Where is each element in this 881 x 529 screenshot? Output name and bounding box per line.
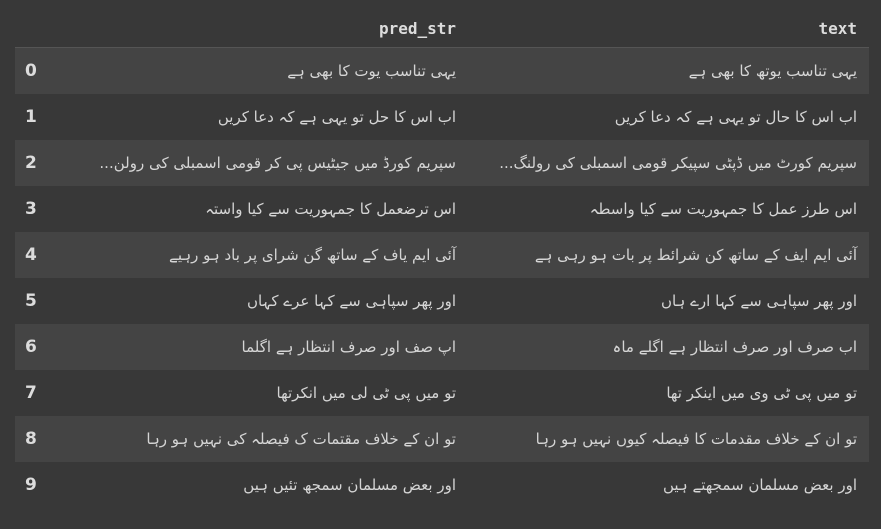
pred-str-value: اور بعض مسلمان سمجھ تئیں ہیں	[243, 476, 456, 494]
row-index: 3	[15, 186, 48, 232]
text-value: تو ان کے خلاف مقدمات کا فیصلہ کیوں نہیں ہو رہا	[535, 430, 857, 448]
pred-str-value: اپ صف اور صرف انتظار ہے اگلما	[241, 338, 456, 356]
pred-str-cell	[48, 416, 468, 462]
text-value: اور بعض مسلمان سمجھتے ہیں	[662, 476, 857, 494]
table-row	[15, 324, 869, 370]
pred-str-value: اس ترضعمل کا جمہوریت سے کیا واستہ	[205, 200, 456, 218]
text-header: text	[468, 10, 869, 48]
pred-str-value: اب اس کا حل تو یہی ہے کہ دعا کریں	[217, 108, 456, 126]
text-cell	[468, 416, 869, 462]
pred-str-cell	[48, 370, 468, 416]
table-body	[15, 48, 869, 509]
pred-str-cell	[48, 48, 468, 95]
pred-str-cell	[48, 324, 468, 370]
table-row	[15, 462, 869, 508]
text-cell	[468, 462, 869, 508]
table-row	[15, 278, 869, 324]
pred-str-value: یہی تناسب یوت کا بھی ہے	[287, 62, 456, 80]
table-row	[15, 416, 869, 462]
index-header	[15, 10, 48, 48]
pred-str-value: سپریم کورڈ میں جیٹیس پی کر قومی اسمبلی کی رولن...	[99, 154, 456, 172]
header-row	[15, 10, 869, 48]
table-row	[15, 370, 869, 416]
text-cell	[468, 278, 869, 324]
text-value: اب صرف اور صرف انتظار ہے اگلے ماہ	[612, 338, 857, 356]
table-row	[15, 48, 869, 95]
text-value: آئی ایم ایف کے ساتھ کن شرائط پر بات ہو رہی ہے	[534, 246, 857, 264]
text-cell	[468, 324, 869, 370]
row-index: 1	[15, 94, 48, 140]
text-value: تو میں پی ٹی وی میں اینکر تھا	[666, 384, 857, 402]
text-value: یہی تناسب یوتھ کا بھی ہے	[688, 62, 857, 80]
text-cell	[468, 232, 869, 278]
text-value: اس طرز عمل کا جمہوریت سے کیا واسطہ	[589, 200, 857, 218]
pred-str-cell	[48, 462, 468, 508]
text-value: سپریم کورٹ میں ڈپٹی سپیکر قومی اسمبلی کی رولنگ...	[499, 154, 857, 172]
row-index: 0	[15, 48, 48, 95]
pred-str-cell	[48, 94, 468, 140]
pred-str-cell	[48, 232, 468, 278]
table-row	[15, 94, 869, 140]
text-cell	[468, 94, 869, 140]
pred-str-value: آئی ایم یاف کے ساتھ گن شرای پر باد ہو رہیے	[169, 246, 456, 264]
row-index: 9	[15, 462, 48, 508]
row-index: 5	[15, 278, 48, 324]
text-value: اب اس کا حال تو یہی ہے کہ دعا کریں	[614, 108, 857, 126]
pred-str-cell	[48, 278, 468, 324]
table-row	[15, 140, 869, 186]
row-index: 8	[15, 416, 48, 462]
text-cell	[468, 140, 869, 186]
row-index: 2	[15, 140, 48, 186]
row-index: 7	[15, 370, 48, 416]
pred-str-value: تو میں پی ٹی لی میں انکرتھا	[276, 384, 456, 402]
pred-str-cell	[48, 140, 468, 186]
table-row	[15, 186, 869, 232]
text-cell	[468, 370, 869, 416]
pred-str-header: pred_str	[48, 10, 468, 48]
pred-str-value: اور پھر سپاہی سے کہا عرے کہاں	[247, 292, 456, 310]
pred-str-cell	[48, 186, 468, 232]
text-cell	[468, 186, 869, 232]
row-index: 4	[15, 232, 48, 278]
dataframe-table	[15, 10, 869, 508]
text-cell	[468, 48, 869, 95]
row-index: 6	[15, 324, 48, 370]
table-row	[15, 232, 869, 278]
pred-str-value: تو ان کے خلاف مقتمات ک فیصلہ کی نہیں ہو رہا	[146, 430, 456, 448]
text-value: اور پھر سپاہی سے کہا ارے ہاں	[660, 292, 857, 310]
